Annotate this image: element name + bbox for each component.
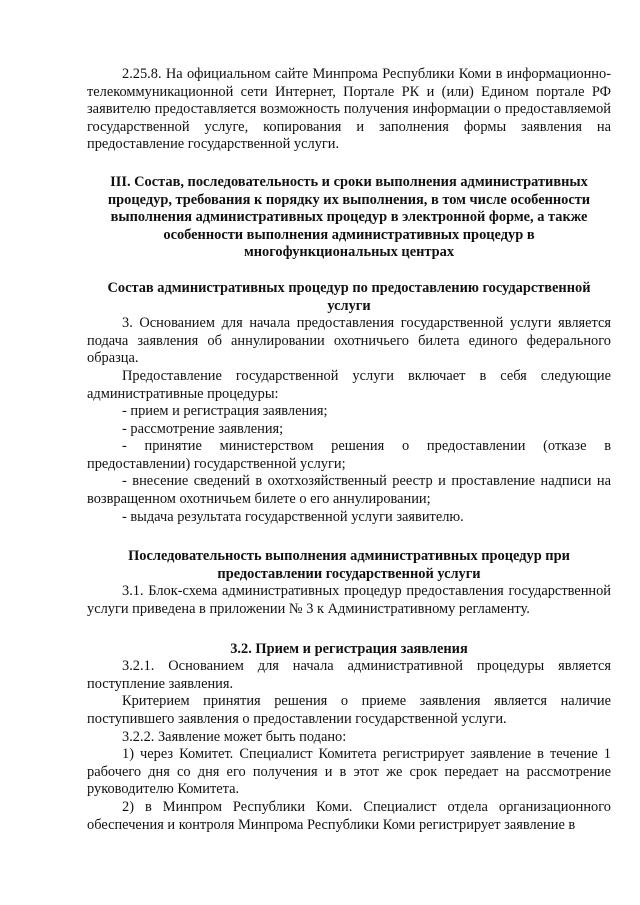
procedure-item-3: - принятие министерством решения о предоставлении (отказе в предоставлении) государственной услуги; [87, 438, 611, 472]
paragraph-3-2-2: 3.2.2. Заявление может быть подано: [122, 728, 347, 745]
procedure-item-4: - внесение сведений в охотхозяйственный реестр и проставление надписи на возвращенном охотничьем билете о его аннулировании; [87, 473, 611, 508]
paragraph-acceptance-criterion: Критерием принятия решения о приеме заявления является наличие поступившего заявления о предоставлении государственной услуги. [87, 693, 611, 727]
procedures-composition-heading: Состав административных процедур по предоставлению государственной услуги [107, 279, 591, 314]
paragraph-3-2-2-item-2: 2) в Минпром Республики Коми. Специалист отдела организационного обеспечения и контроля Минпрома Республики Коми регистрирует заявление в [87, 798, 611, 833]
procedures-sequence-heading: Последовательность выполнения административных процедур при предоставлении государственной услуги [128, 548, 570, 582]
section-3-2-heading: 3.2. Прием и регистрация заявления [230, 640, 468, 657]
paragraph-procedures-intro: Предоставление государственной услуги включает в себя следующие административные процедуры: [87, 367, 611, 402]
procedure-item-1: - прием и регистрация заявления; [122, 403, 328, 420]
section-3-heading: III. Состав, последовательность и сроки выполнения административных процедур, требования к порядку их выполнения, в том числе особенности выполнения административных процедур в электронной форме, а также особенности выполнения административных процедур в многофункциональных центрах [107, 173, 591, 261]
paragraph-2-25-8: 2.25.8. На официальном сайте Минпрома Республики Коми в информационно-телекоммуникационной сети Интернет, Портале РК и (или) Едином портале РФ заявителю предоставляется возможность получения информации о предоставляемой государственной услуге, копирования и заполнения формы заявления на предоставление государственной услуги. [87, 66, 611, 153]
paragraph-3-2-1: 3.2.1. Основанием для начала административной процедуры является поступление заявления. [87, 658, 611, 692]
paragraph-3-2-2-item-1: 1) через Комитет. Специалист Комитета регистрирует заявление в течение 1 рабочего дня со дня его получения и в этот же срок передает на рассмотрение руководителю Комитета. [87, 746, 611, 798]
document-body [87, 66, 611, 834]
paragraph-3: 3. Основанием для начала предоставления государственной услуги является подача заявления об аннулировании охотничьего билета единого федерального образца. [87, 315, 611, 367]
procedure-item-5: - выдача результата государственной услуги заявителю. [122, 508, 464, 525]
procedure-item-2: - рассмотрение заявления; [122, 420, 284, 437]
paragraph-3-1: 3.1. Блок-схема административных процедур предоставления государственной услуги приведена в приложении № 3 к Административному регламенту. [87, 583, 611, 618]
